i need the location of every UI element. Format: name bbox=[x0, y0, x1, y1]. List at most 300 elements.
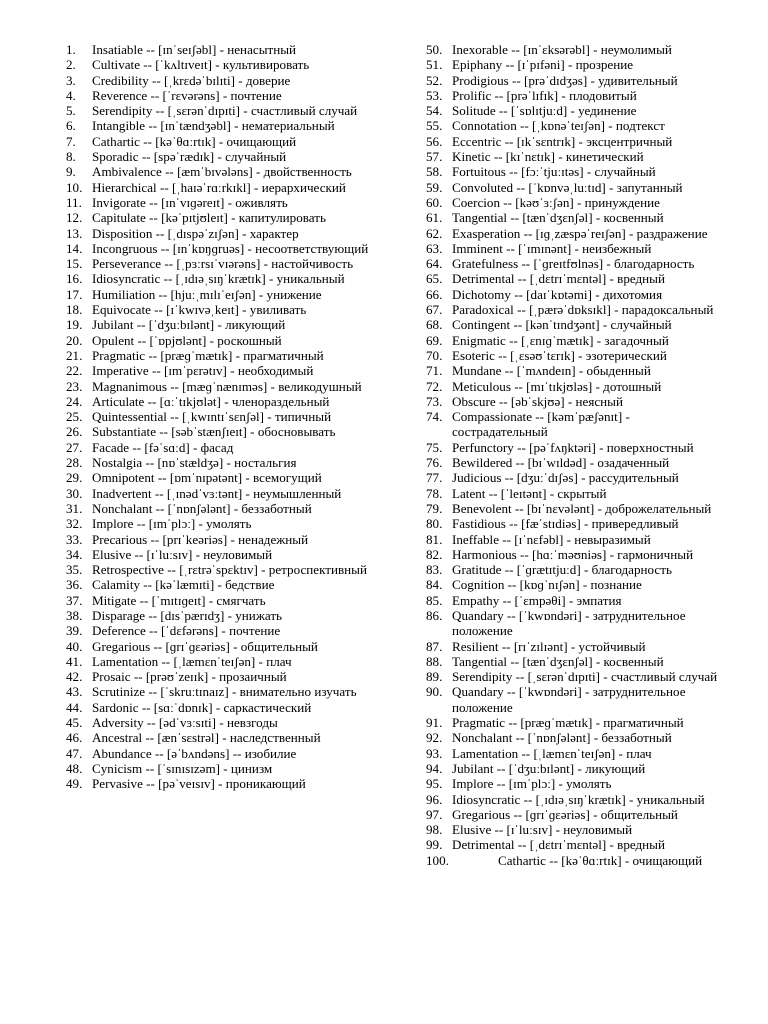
vocabulary-list-item bbox=[66, 42, 386, 57]
vocabulary-list-item bbox=[66, 164, 386, 179]
item-number: 46. bbox=[66, 730, 83, 746]
item-number: 68. bbox=[426, 317, 443, 333]
item-number: 41. bbox=[66, 653, 83, 669]
vocabulary-list-item bbox=[66, 88, 386, 103]
vocabulary-list-item bbox=[426, 363, 726, 378]
item-entry-text: Eccentric -- [ɪkˈsɛntrɪk] - эксцентричный bbox=[452, 133, 673, 149]
vocabulary-list-item bbox=[426, 287, 726, 302]
item-entry-text: Elusive -- [ɪˈluːsɪv] - неуловимый bbox=[452, 822, 633, 838]
vocabulary-list-item bbox=[426, 180, 726, 195]
item-entry-text: Exasperation -- [ɪɡˌzæspəˈreɪʃən] - раздражение bbox=[452, 225, 708, 241]
item-entry-text: Convoluted -- [ˈkɒnvəˌluːtɪd] - запутанный bbox=[452, 179, 683, 195]
item-entry-text: Latent -- [ˈleɪtənt] - скрытый bbox=[452, 485, 607, 501]
item-entry-text: Gratitude -- [ˈɡrætɪtjuːd] - благодарность bbox=[452, 562, 672, 578]
item-number: 90. bbox=[426, 684, 443, 700]
item-number: 50. bbox=[426, 42, 443, 57]
item-entry-text: Cultivate -- [ˈkʌltɪveɪt] - культивировать bbox=[92, 57, 310, 73]
item-entry-text: Mundane -- [ˈmʌndeɪn] - обыденный bbox=[452, 363, 651, 379]
item-entry-text: Elusive -- [ɪˈluːsɪv] - неуловимый bbox=[92, 546, 273, 562]
item-number: 20. bbox=[66, 332, 83, 348]
item-number: 31. bbox=[66, 500, 83, 516]
item-entry-text: Compassionate -- [kəmˈpæʃənɪt] - сострадательный bbox=[452, 409, 630, 440]
vocabulary-list-item bbox=[66, 486, 386, 501]
item-entry-text: Magnanimous -- [mæɡˈnænɪməs] - великодушный bbox=[92, 378, 362, 394]
vocabulary-list-item bbox=[426, 103, 726, 118]
item-entry-text: Deference -- [ˈdɛfərəns] - почтение bbox=[92, 623, 281, 639]
item-number: 95. bbox=[426, 776, 443, 792]
item-number: 79. bbox=[426, 500, 443, 516]
item-number: 77. bbox=[426, 470, 443, 486]
item-entry-text: Facade -- [fəˈsɑːd] - фасад bbox=[92, 439, 234, 455]
item-number: 4. bbox=[66, 87, 76, 103]
item-number: 11. bbox=[66, 194, 82, 210]
vocabulary-list-item bbox=[426, 302, 726, 317]
vocabulary-list-left-column bbox=[66, 42, 386, 792]
item-entry-text: Humiliation -- [hjuːˌmɪlɪˈeɪʃən] - унижение bbox=[92, 286, 322, 302]
vocabulary-list-item bbox=[426, 837, 726, 852]
item-entry-text: Gratefulness -- [ˈɡreɪtfʊlnəs] - благодарность bbox=[452, 256, 695, 272]
item-number: 74. bbox=[426, 409, 443, 425]
item-entry-text: Imminent -- [ˈɪmɪnənt] - неизбежный bbox=[452, 240, 652, 256]
item-number: 34. bbox=[66, 546, 83, 562]
item-entry-text: Jubilant -- [ˈdʒuːbɪlənt] - ликующий bbox=[92, 317, 286, 333]
item-entry-text: Precarious -- [prɪˈkeəriəs] - ненадежный bbox=[92, 531, 309, 547]
item-number: 94. bbox=[426, 760, 443, 776]
vocabulary-list-item bbox=[426, 730, 726, 745]
item-entry-text: Cognition -- [kɒɡˈnɪʃən] - познание bbox=[452, 577, 642, 593]
item-entry-text: Quintessential -- [ˌkwɪntɪˈsɛnʃəl] - типичный bbox=[92, 409, 332, 425]
item-entry-text: Idiosyncratic -- [ˌɪdɪəˌsɪŋˈkrætɪk] - уникальный bbox=[452, 791, 705, 807]
item-number: 64. bbox=[426, 256, 443, 272]
item-number: 38. bbox=[66, 607, 83, 623]
item-entry-text: Pervasive -- [pəˈveɪsɪv] - проникающий bbox=[92, 776, 306, 792]
item-number: 83. bbox=[426, 562, 443, 578]
item-number: 47. bbox=[66, 745, 83, 761]
vocabulary-list-item bbox=[426, 853, 726, 868]
item-entry-text: Obscure -- [əbˈskjʊə] - неясный bbox=[452, 393, 623, 409]
item-number: 65. bbox=[426, 271, 443, 287]
vocabulary-list-item bbox=[66, 623, 386, 638]
item-number: 51. bbox=[426, 57, 443, 73]
vocabulary-list-item bbox=[66, 317, 386, 332]
vocabulary-list-right-column bbox=[426, 42, 726, 868]
item-entry-text: Detrimental -- [ˌdɛtrɪˈmɛntəl] - вредный bbox=[452, 837, 665, 853]
item-entry-text: Sporadic -- [spəˈrædɪk] - случайный bbox=[92, 149, 287, 165]
item-entry-text: Perfunctory -- [pəˈfʌŋktəri] - поверхностный bbox=[452, 439, 694, 455]
item-entry-text: Jubilant -- [ˈdʒuːbɪlənt] - ликующий bbox=[452, 760, 646, 776]
item-number: 26. bbox=[66, 424, 83, 440]
item-number: 17. bbox=[66, 286, 83, 302]
item-entry-text: Opulent -- [ˈɒpjʊlənt] - роскошный bbox=[92, 332, 282, 348]
vocabulary-list-item bbox=[426, 654, 726, 669]
item-entry-text: Incongruous -- [ɪnˈkɒŋɡruəs] - несоответствующий bbox=[92, 240, 369, 256]
item-entry-text: Enigmatic -- [ˌɛnɪɡˈmætɪk] - загадочный bbox=[452, 332, 669, 348]
item-number: 25. bbox=[66, 409, 83, 425]
item-entry-text: Capitulate -- [kəˈpɪtjʊleɪt] - капитулировать bbox=[92, 210, 326, 226]
vocabulary-list-item bbox=[426, 348, 726, 363]
vocabulary-list-item bbox=[66, 333, 386, 348]
item-number: 32. bbox=[66, 516, 83, 532]
item-entry-text: Resilient -- [rɪˈzɪlɪənt] - устойчивый bbox=[452, 638, 646, 654]
item-entry-text: Abundance -- [əˈbʌndəns] -- изобилие bbox=[92, 745, 297, 761]
item-number: 37. bbox=[66, 592, 83, 608]
vocabulary-list-item bbox=[66, 409, 386, 424]
item-number: 53. bbox=[426, 87, 443, 103]
item-number: 97. bbox=[426, 806, 443, 822]
vocabulary-list-item bbox=[66, 669, 386, 684]
vocabulary-list-item bbox=[66, 394, 386, 409]
item-entry-text: Calamity -- [kəˈlæmɪti] - бедствие bbox=[92, 577, 275, 593]
item-entry-text: Detrimental -- [ˌdɛtrɪˈmɛntəl] - вредный bbox=[452, 271, 665, 287]
vocabulary-list-item bbox=[66, 302, 386, 317]
item-entry-text: Nostalgia -- [nɒˈstældʒə] - ностальгия bbox=[92, 455, 297, 471]
item-number: 54. bbox=[426, 103, 443, 119]
item-entry-text: Tangential -- [tænˈdʒɛnʃəl] - косвенный bbox=[452, 210, 664, 226]
item-number: 29. bbox=[66, 470, 83, 486]
item-entry-text: Fastidious -- [fæˈstɪdiəs] - привередливый bbox=[452, 516, 679, 532]
item-entry-text: Nonchalant -- [ˈnɒnʃələnt] - беззаботный bbox=[452, 730, 672, 746]
item-number: 58. bbox=[426, 164, 443, 180]
item-number: 73. bbox=[426, 393, 443, 409]
vocabulary-list-item bbox=[426, 669, 726, 684]
vocabulary-list-item bbox=[66, 639, 386, 654]
item-number: 55. bbox=[426, 118, 443, 134]
vocabulary-list-item bbox=[426, 455, 726, 470]
item-number: 69. bbox=[426, 332, 443, 348]
item-number: 88. bbox=[426, 653, 443, 669]
item-number: 82. bbox=[426, 546, 443, 562]
vocabulary-list-item bbox=[426, 608, 726, 639]
vocabulary-list-item bbox=[426, 379, 726, 394]
vocabulary-list-item bbox=[426, 134, 726, 149]
item-entry-text: Paradoxical -- [ˌpærəˈdɒksɪkl] - парадоксальный bbox=[452, 302, 714, 318]
vocabulary-list-item bbox=[426, 822, 726, 837]
vocabulary-list-item bbox=[426, 333, 726, 348]
vocabulary-list-item bbox=[66, 363, 386, 378]
vocabulary-list-item bbox=[66, 577, 386, 592]
item-number: 27. bbox=[66, 439, 83, 455]
item-entry-text: Prosaic -- [prəʊˈzeɪɪk] - прозаичный bbox=[92, 669, 287, 685]
item-number: 86. bbox=[426, 607, 443, 623]
item-number: 75. bbox=[426, 439, 443, 455]
vocabulary-list-item bbox=[426, 470, 726, 485]
item-entry-text: Empathy -- [ˈɛmpəθi] - эмпатия bbox=[452, 592, 622, 608]
item-entry-text: Meticulous -- [mɪˈtɪkjʊləs] - дотошный bbox=[452, 378, 662, 394]
item-number: 3. bbox=[66, 72, 76, 88]
item-entry-text: Scrutinize -- [ˈskruːtɪnaɪz] - внимательно изучать bbox=[92, 684, 357, 700]
item-number: 1. bbox=[66, 42, 76, 57]
item-number: 33. bbox=[66, 531, 83, 547]
item-number: 98. bbox=[426, 822, 443, 838]
item-entry-text: Tangential -- [tænˈdʒɛnʃəl] - косвенный bbox=[452, 653, 664, 669]
item-number: 16. bbox=[66, 271, 83, 287]
vocabulary-list-item bbox=[426, 256, 726, 271]
vocabulary-list-item bbox=[66, 149, 386, 164]
vocabulary-list-item bbox=[66, 562, 386, 577]
item-entry-text: Hierarchical -- [ˌhaɪəˈrɑːrkɪkl] - иерархический bbox=[92, 179, 346, 195]
vocabulary-list-item bbox=[66, 180, 386, 195]
item-entry-text: Perseverance -- [ˌpɜːrsɪˈvɪərəns] - настойчивость bbox=[92, 256, 354, 272]
item-number: 44. bbox=[66, 699, 83, 715]
vocabulary-list-item bbox=[426, 807, 726, 822]
item-entry-text: Kinetic -- [kɪˈnɛtɪk] - кинетический bbox=[452, 149, 644, 165]
item-number: 60. bbox=[426, 194, 443, 210]
vocabulary-list-item bbox=[66, 700, 386, 715]
vocabulary-list-item bbox=[426, 73, 726, 88]
item-number: 57. bbox=[426, 149, 443, 165]
vocabulary-list-item bbox=[66, 593, 386, 608]
item-number: 56. bbox=[426, 133, 443, 149]
vocabulary-list-item bbox=[426, 241, 726, 256]
vocabulary-list-item bbox=[426, 776, 726, 791]
item-number: 80. bbox=[426, 516, 443, 532]
vocabulary-list-item bbox=[426, 271, 726, 286]
item-entry-text: Ineffable -- [ɪˈnɛfəbl] - невыразимый bbox=[452, 531, 651, 547]
vocabulary-list-item bbox=[66, 746, 386, 761]
item-entry-text: Substantiate -- [səbˈstænʃɪeɪt] - обосновывать bbox=[92, 424, 336, 440]
vocabulary-list-item bbox=[66, 379, 386, 394]
item-number: 59. bbox=[426, 179, 443, 195]
item-number: 66. bbox=[426, 286, 443, 302]
vocabulary-list-item bbox=[66, 532, 386, 547]
vocabulary-list-item bbox=[66, 715, 386, 730]
item-entry-text: Gregarious -- [ɡrɪˈɡɛəriəs] - общительный bbox=[92, 638, 318, 654]
item-number: 43. bbox=[66, 684, 83, 700]
vocabulary-list-item bbox=[426, 516, 726, 531]
item-number: 48. bbox=[66, 760, 83, 776]
vocabulary-list-item bbox=[66, 226, 386, 241]
item-entry-text: Epiphany -- [ɪˈpɪfəni] - прозрение bbox=[452, 57, 634, 73]
vocabulary-list-item bbox=[66, 470, 386, 485]
item-entry-text: Solitude -- [ˈsɒlɪtjuːd] - уединение bbox=[452, 103, 637, 119]
item-number: 81. bbox=[426, 531, 443, 547]
vocabulary-list-item bbox=[426, 761, 726, 776]
item-entry-text: Invigorate -- [ɪnˈvɪɡəreɪt] - оживлять bbox=[92, 194, 288, 210]
vocabulary-list-item bbox=[426, 210, 726, 225]
vocabulary-list-item bbox=[66, 516, 386, 531]
item-entry-text: Ambivalence -- [æmˈbɪvələns] - двойственность bbox=[92, 164, 352, 180]
vocabulary-list-item bbox=[426, 639, 726, 654]
vocabulary-list-item bbox=[66, 547, 386, 562]
item-number: 72. bbox=[426, 378, 443, 394]
item-number: 14. bbox=[66, 240, 83, 256]
vocabulary-list-item bbox=[66, 210, 386, 225]
item-entry-text: Judicious -- [dʒuːˈdɪʃəs] - рассудительный bbox=[452, 470, 679, 486]
item-entry-text: Adversity -- [ədˈvɜːsɪti] - невзгоды bbox=[92, 715, 278, 731]
item-entry-text: Quandary -- [ˈkwɒndəri] - затруднительное положение bbox=[452, 684, 686, 715]
item-number: 49. bbox=[66, 776, 83, 792]
item-entry-text: Pragmatic -- [præɡˈmætɪk] - прагматичный bbox=[92, 347, 324, 363]
vocabulary-list-item bbox=[66, 455, 386, 470]
item-entry-text: Bewildered -- [bɪˈwɪldəd] - озадаченный bbox=[452, 455, 670, 471]
item-number: 10. bbox=[66, 179, 83, 195]
item-entry-text: Prodigious -- [prəˈdɪdʒəs] - удивительный bbox=[452, 72, 678, 88]
item-entry-text: Pragmatic -- [præɡˈmætɪk] - прагматичный bbox=[452, 715, 684, 731]
vocabulary-list-item bbox=[66, 776, 386, 791]
item-number: 2. bbox=[66, 57, 76, 73]
vocabulary-list-item bbox=[66, 287, 386, 302]
item-entry-text: Coercion -- [kəʊˈɜːʃən] - принуждение bbox=[452, 194, 660, 210]
vocabulary-list-item bbox=[426, 57, 726, 72]
item-entry-text: Credibility -- [ˌkrɛdəˈbɪlɪti] - доверие bbox=[92, 72, 291, 88]
item-number: 87. bbox=[426, 638, 443, 654]
item-number: 36. bbox=[66, 577, 83, 593]
item-entry-text: Harmonious -- [hɑːˈməʊniəs] - гармоничный bbox=[452, 546, 694, 562]
item-entry-text: Inexorable -- [ɪnˈɛksərəbl] - неумолимый bbox=[452, 42, 672, 57]
vocabulary-list-item bbox=[66, 195, 386, 210]
vocabulary-list-item bbox=[66, 424, 386, 439]
vocabulary-list-item bbox=[426, 440, 726, 455]
item-entry-text: Quandary -- [ˈkwɒndəri] - затруднительное положение bbox=[452, 607, 686, 639]
item-entry-text: Retrospective -- [ˌrɛtrəˈspɛktɪv] - ретроспективный bbox=[92, 562, 367, 578]
item-entry-text: Insatiable -- [ɪnˈseɪʃəbl] - ненасытный bbox=[92, 42, 297, 57]
vocabulary-list-item bbox=[66, 256, 386, 271]
item-number: 12. bbox=[66, 210, 83, 226]
item-number: 35. bbox=[66, 562, 83, 578]
item-number: 19. bbox=[66, 317, 83, 333]
item-number: 5. bbox=[66, 103, 76, 119]
vocabulary-list-item bbox=[426, 547, 726, 562]
item-number: 71. bbox=[426, 363, 443, 379]
item-entry-text: Fortuitous -- [fɔːˈtjuːɪtəs] - случайный bbox=[452, 164, 656, 180]
vocabulary-list-item bbox=[66, 271, 386, 286]
vocabulary-list-item bbox=[66, 118, 386, 133]
item-number: 61. bbox=[426, 210, 443, 226]
item-number: 28. bbox=[66, 455, 83, 471]
item-number: 30. bbox=[66, 485, 83, 501]
item-number: 39. bbox=[66, 623, 83, 639]
item-entry-text: Equivocate -- [ɪˈkwɪvəˌkeɪt] - увиливать bbox=[92, 302, 307, 318]
item-number: 15. bbox=[66, 256, 83, 272]
item-number: 78. bbox=[426, 485, 443, 501]
vocabulary-list-item bbox=[426, 746, 726, 761]
item-entry-text: Mitigate -- [ˈmɪtɪɡeɪt] - смягчать bbox=[92, 592, 266, 608]
item-number: 67. bbox=[426, 302, 443, 318]
vocabulary-list-item bbox=[66, 730, 386, 745]
item-number: 21. bbox=[66, 347, 83, 363]
item-entry-text: Gregarious -- [ɡrɪˈɡɛəriəs] - общительный bbox=[452, 806, 678, 822]
item-number: 8. bbox=[66, 149, 76, 165]
item-entry-text: Cynicism -- [ˈsɪnɪsɪzəm] - цинизм bbox=[92, 760, 273, 776]
vocabulary-list-item bbox=[426, 792, 726, 807]
vocabulary-list-item bbox=[426, 501, 726, 516]
item-number: 92. bbox=[426, 730, 443, 746]
item-number: 22. bbox=[66, 363, 83, 379]
item-entry-text: Cathartic -- [kəˈθɑːrtɪk] - очищающий bbox=[498, 852, 703, 868]
item-entry-text: Disposition -- [ˌdɪspəˈzɪʃən] - характер bbox=[92, 225, 299, 241]
vocabulary-list-item bbox=[66, 654, 386, 669]
item-number: 24. bbox=[66, 393, 83, 409]
item-number: 99. bbox=[426, 837, 443, 853]
item-number: 6. bbox=[66, 118, 76, 134]
item-entry-text: Benevolent -- [bɪˈnɛvələnt] - доброжелательный bbox=[452, 500, 712, 516]
item-number: 42. bbox=[66, 669, 83, 685]
item-entry-text: Serendipity -- [ˌsɛrənˈdɪpɪti] - счастливый случай bbox=[452, 669, 718, 685]
item-entry-text: Implore -- [ɪmˈplɔː] - умолять bbox=[92, 516, 252, 532]
item-entry-text: Implore -- [ɪmˈplɔː] - умолять bbox=[452, 776, 612, 792]
vocabulary-list-item bbox=[66, 348, 386, 363]
item-entry-text: Prolific -- [prəˈlɪfɪk] - плодовитый bbox=[452, 87, 637, 103]
item-number: 100. bbox=[426, 852, 449, 868]
item-entry-text: Imperative -- [ɪmˈpɛrətɪv] - необходимый bbox=[92, 363, 314, 379]
item-entry-text: Lamentation -- [ˌlæmɛnˈteɪʃən] - плач bbox=[92, 653, 292, 669]
item-number: 85. bbox=[426, 592, 443, 608]
item-entry-text: Disparage -- [dɪsˈpærɪdʒ] - унижать bbox=[92, 607, 283, 623]
vocabulary-list-item bbox=[426, 195, 726, 210]
item-number: 23. bbox=[66, 378, 83, 394]
vocabulary-list-item bbox=[426, 149, 726, 164]
item-number: 40. bbox=[66, 638, 83, 654]
item-number: 62. bbox=[426, 225, 443, 241]
vocabulary-list-item bbox=[426, 88, 726, 103]
item-number: 93. bbox=[426, 745, 443, 761]
vocabulary-list-item bbox=[426, 226, 726, 241]
vocabulary-list-item bbox=[66, 73, 386, 88]
item-entry-text: Connotation -- [ˌkɒnəˈteɪʃən] - подтекст bbox=[452, 118, 665, 134]
vocabulary-list-item bbox=[426, 684, 726, 715]
vocabulary-list-item bbox=[66, 57, 386, 72]
item-number: 63. bbox=[426, 240, 443, 256]
item-number: 52. bbox=[426, 72, 443, 88]
vocabulary-list-item bbox=[426, 164, 726, 179]
vocabulary-list-item bbox=[426, 532, 726, 547]
vocabulary-list-item bbox=[426, 409, 726, 440]
vocabulary-list-item bbox=[66, 134, 386, 149]
vocabulary-list-item bbox=[426, 394, 726, 409]
item-number: 9. bbox=[66, 164, 76, 180]
vocabulary-list-item bbox=[66, 761, 386, 776]
vocabulary-list-item bbox=[66, 103, 386, 118]
item-entry-text: Sardonic -- [sɑːˈdɒnɪk] - саркастический bbox=[92, 699, 312, 715]
item-entry-text: Inadvertent -- [ˌɪnədˈvɜːtənt] - неумышленный bbox=[92, 485, 342, 501]
item-entry-text: Reverence -- [ˈrɛvərəns] - почтение bbox=[92, 87, 282, 103]
item-entry-text: Cathartic -- [kəˈθɑːrtɪk] - очищающий bbox=[92, 133, 297, 149]
item-number: 89. bbox=[426, 669, 443, 685]
item-number: 84. bbox=[426, 577, 443, 593]
vocabulary-list-item bbox=[426, 118, 726, 133]
item-entry-text: Lamentation -- [ˌlæmɛnˈteɪʃən] - плач bbox=[452, 745, 652, 761]
item-number: 91. bbox=[426, 715, 443, 731]
vocabulary-list-item bbox=[426, 317, 726, 332]
item-number: 13. bbox=[66, 225, 83, 241]
item-number: 45. bbox=[66, 715, 83, 731]
item-entry-text: Serendipity -- [ˌsɛrənˈdɪpɪti] - счастливый случай bbox=[92, 103, 358, 119]
item-entry-text: Omnipotent -- [ɒmˈnɪpətənt] - всемогущий bbox=[92, 470, 322, 486]
item-number: 96. bbox=[426, 791, 443, 807]
vocabulary-list-item bbox=[426, 486, 726, 501]
item-number: 7. bbox=[66, 133, 76, 149]
item-entry-text: Intangible -- [ɪnˈtændʒəbl] - нематериальный bbox=[92, 118, 335, 134]
item-entry-text: Nonchalant -- [ˈnɒnʃələnt] - беззаботный bbox=[92, 500, 312, 516]
item-entry-text: Articulate -- [ɑːˈtɪkjʊlət] - членораздельный bbox=[92, 393, 330, 409]
vocabulary-list-item bbox=[66, 684, 386, 699]
item-entry-text: Ancestral -- [ænˈsɛstrəl] - наследственный bbox=[92, 730, 321, 746]
item-entry-text: Esoteric -- [ˌɛsəʊˈtɛrɪk] - эзотерический bbox=[452, 347, 667, 363]
item-entry-text: Idiosyncratic -- [ˌɪdɪəˌsɪŋˈkrætɪk] - уникальный bbox=[92, 271, 345, 287]
vocabulary-list-item bbox=[66, 241, 386, 256]
vocabulary-list-item bbox=[66, 501, 386, 516]
item-entry-text: Dichotomy -- [daɪˈkɒtəmi] - дихотомия bbox=[452, 286, 663, 302]
vocabulary-list-item bbox=[66, 608, 386, 623]
vocabulary-list-item bbox=[426, 593, 726, 608]
vocabulary-list-item bbox=[426, 562, 726, 577]
item-number: 70. bbox=[426, 347, 443, 363]
item-number: 18. bbox=[66, 302, 83, 318]
vocabulary-list-item bbox=[426, 715, 726, 730]
item-entry-text: Contingent -- [kənˈtɪndʒənt] - случайный bbox=[452, 317, 672, 333]
vocabulary-list-item bbox=[66, 440, 386, 455]
item-number: 76. bbox=[426, 455, 443, 471]
